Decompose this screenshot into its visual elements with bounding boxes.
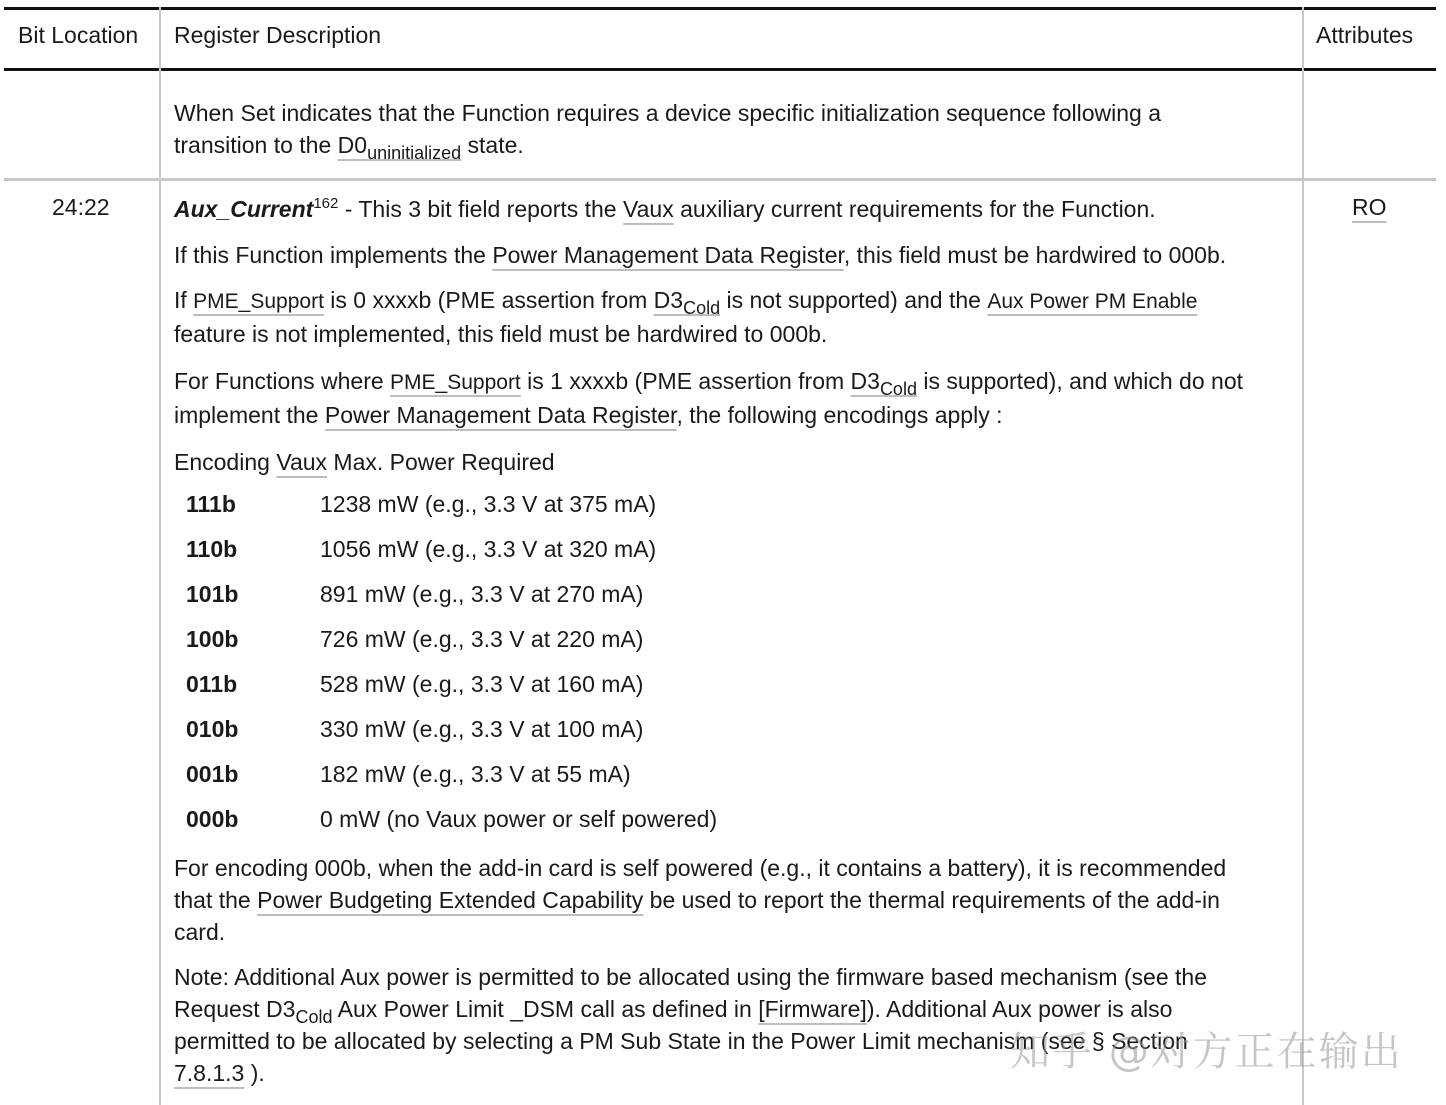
aux-current-intro: Aux_Current$^{162}$ - This 3 bit field reports the Vaux auxiliary current requirements for the Function. — [174, 195, 1156, 222]
pme-support-link[interactable]: PME_Support — [193, 290, 324, 313]
encoding-row: 110b 1056 mW (e.g., 3.3 V at 320 mA) — [186, 536, 657, 562]
watermark: 知乎 @对方正在输出 — [1010, 1029, 1403, 1075]
row-divider — [4, 178, 1436, 181]
header-rule — [4, 68, 1436, 71]
encoding-row: 010b 330 mW (e.g., 3.3 V at 100 mA) — [186, 716, 644, 742]
self-powered-paragraph: For encoding 000b, when the add-in card is self powered (e.g., it contains a battery), it is recommended that the Power Budgeting Extended Capability be used to report the thermal requirements of the add-in card. — [174, 855, 1227, 945]
header-attributes: Attributes — [1316, 22, 1414, 48]
prev-row-line2: transition to the $D0_{uninitialized}$ state. — [174, 132, 524, 163]
table-top-rule — [4, 7, 1436, 10]
header-register-description: Register Description — [174, 22, 382, 48]
bit-location-cell: 24:22 — [52, 194, 110, 220]
pmdr-paragraph: If this Function implements the Power Management Data Register, this field must be hardwired to 000b. — [174, 242, 1227, 268]
encoding-row: 000b 0 mW (no Vaux power or self powered) — [186, 806, 718, 832]
d3cold-link-2[interactable]: $D3_{Cold}$ — [850, 368, 917, 399]
section-link[interactable]: 7.8.1.3 — [174, 1060, 245, 1086]
vaux-link[interactable]: Vaux — [623, 196, 674, 222]
d3cold-link[interactable]: $D3_{Cold}$ — [653, 287, 721, 318]
prev-row-description — [174, 97, 1292, 161]
aux-power-pm-enable-link[interactable]: Aux Power PM Enable — [987, 290, 1198, 313]
firmware-link[interactable]: [Firmware] — [758, 996, 867, 1022]
column-divider-2 — [1302, 7, 1304, 1105]
pme-support-link-2[interactable]: PME_Support — [390, 371, 521, 394]
column-divider-1 — [159, 7, 161, 1105]
encoding-row: 111b 1238 mW (e.g., 3.3 V at 375 mA) — [186, 491, 657, 517]
prev-row-line1: When Set indicates that the Function requires a device specific initialization sequence following a — [174, 100, 1162, 126]
encoding-row: 001b 182 mW (e.g., 3.3 V at 55 mA) — [186, 761, 631, 787]
power-budgeting-link[interactable]: Power Budgeting Extended Capability — [257, 887, 644, 913]
header-bit-location: Bit Location — [18, 22, 139, 48]
attribute-ro-link[interactable]: RO — [1352, 194, 1387, 220]
note-paragraph: Note: Additional Aux power is permitted to be allocated using the firmware based mechanism (see the Request $D3_{Cold}$ Aux Power Limit _DSM call as defined in [Firmware]). Additional Aux power is also permitted to be allocated by selecting a PM Sub State in the Power Limit mechanism (see § Section 7.8.1.3 ). — [174, 964, 1208, 1086]
pme-not-supported-paragraph: If PME_Support is 0 xxxxb (PME assertion from $D3_{Cold}$ is not supported) and the Aux Power PM Enable feature is not implemented, this field must be hardwired to 000b. — [174, 287, 1198, 347]
d0-uninitialized-link[interactable]: $D0_{uninitialized}$ — [337, 132, 462, 163]
vaux-link-2[interactable]: Vaux — [276, 449, 328, 475]
footnote-ref: 162 — [313, 195, 339, 212]
pme-supported-paragraph: For Functions where PME_Support is 1 xxxxb (PME assertion from $D3_{Cold}$ is supported), and which do not implement the Power Management Data Register, the following encodings apply : — [174, 368, 1244, 428]
field-name: Aux_Current — [174, 196, 314, 222]
pmdr-link[interactable]: Power Management Data Register — [492, 242, 844, 268]
encoding-row: 011b 528 mW (e.g., 3.3 V at 160 mA) — [186, 671, 644, 697]
pmdr-link-2[interactable]: Power Management Data Register — [324, 402, 677, 428]
encoding-row: 101b 891 mW (e.g., 3.3 V at 270 mA) — [186, 581, 644, 607]
encoding-header: Encoding Vaux Max. Power Required — [174, 449, 555, 475]
encoding-row: 100b 726 mW (e.g., 3.3 V at 220 mA) — [186, 626, 644, 652]
